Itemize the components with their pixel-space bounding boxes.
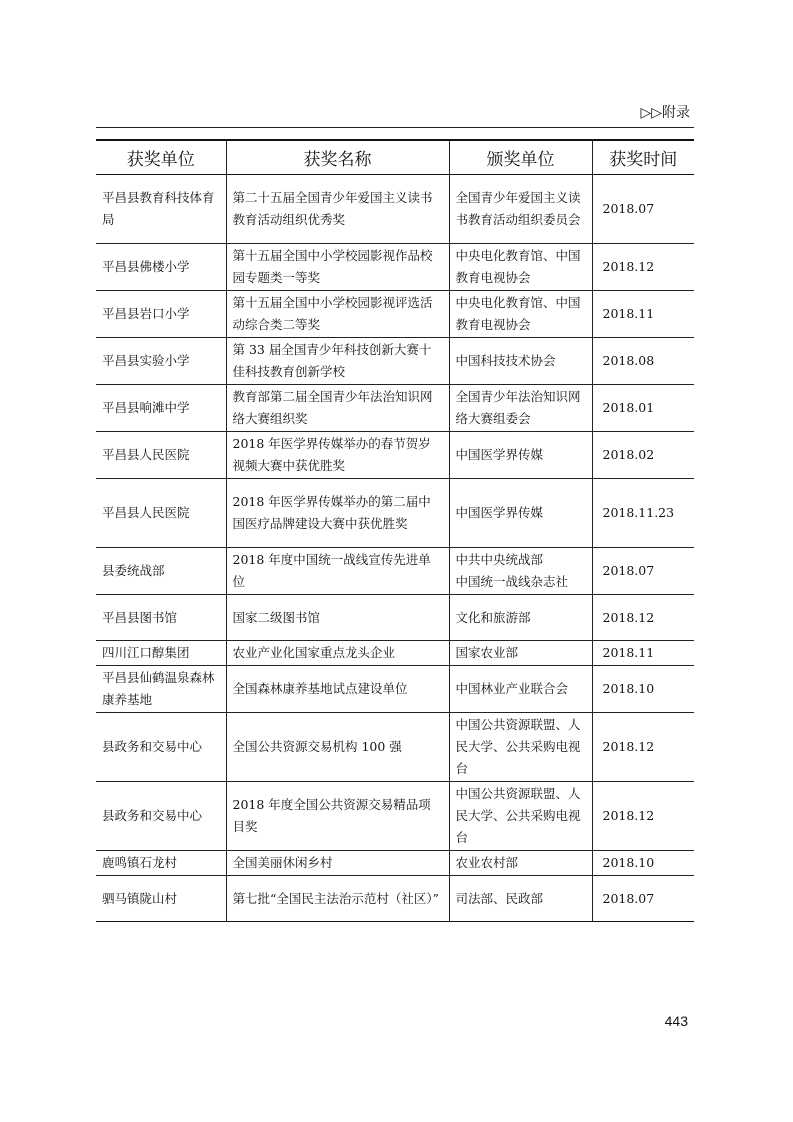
column-header-issuer: 颁奖单位 bbox=[449, 140, 592, 175]
cell-issuer: 全国青少年爱国主义读书教育活动组织委员会 bbox=[449, 175, 592, 244]
cell-award-name: 第七批“全国民主法治示范村（社区）” bbox=[226, 876, 449, 922]
cell-winner: 平昌县人民医院 bbox=[96, 479, 226, 548]
cell-winner: 县政务和交易中心 bbox=[96, 782, 226, 851]
cell-issuer: 全国青少年法治知识网络大赛组委会 bbox=[449, 385, 592, 432]
cell-award-name: 全国美丽休闲乡村 bbox=[226, 851, 449, 876]
table-row bbox=[96, 432, 694, 479]
cell-award-name: 2018 年医学界传媒举办的第二届中国医疗品牌建设大赛中获优胜奖 bbox=[226, 479, 449, 548]
cell-issuer: 国家农业部 bbox=[449, 641, 592, 666]
cell-issuer: 中国科技技术协会 bbox=[449, 338, 592, 385]
table-row bbox=[96, 479, 694, 548]
cell-winner: 平昌县佛楼小学 bbox=[96, 244, 226, 291]
cell-date: 2018.08 bbox=[592, 338, 694, 385]
table-row bbox=[96, 548, 694, 595]
cell-issuer: 中国医学界传媒 bbox=[449, 432, 592, 479]
cell-winner: 平昌县教育科技体育局 bbox=[96, 175, 226, 244]
cell-issuer: 司法部、民政部 bbox=[449, 876, 592, 922]
table-row bbox=[96, 713, 694, 782]
section-label: ▷▷附录 bbox=[640, 105, 690, 121]
cell-date: 2018.11.23 bbox=[592, 479, 694, 548]
cell-issuer: 中央电化教育馆、中国教育电视协会 bbox=[449, 291, 592, 338]
table-row bbox=[96, 666, 694, 713]
cell-date: 2018.10 bbox=[592, 666, 694, 713]
cell-date: 2018.02 bbox=[592, 432, 694, 479]
cell-date: 2018.01 bbox=[592, 385, 694, 432]
cell-issuer: 文化和旅游部 bbox=[449, 595, 592, 641]
cell-issuer: 中共中央统战部 中国统一战线杂志社 bbox=[449, 548, 592, 595]
cell-winner: 鹿鸣镇石龙村 bbox=[96, 851, 226, 876]
cell-winner: 平昌县人民医院 bbox=[96, 432, 226, 479]
cell-award-name: 全国森林康养基地试点建设单位 bbox=[226, 666, 449, 713]
cell-issuer: 中国林业产业联合会 bbox=[449, 666, 592, 713]
cell-date: 2018.07 bbox=[592, 548, 694, 595]
table-row bbox=[96, 851, 694, 876]
table-row bbox=[96, 291, 694, 338]
cell-date: 2018.12 bbox=[592, 782, 694, 851]
table-row bbox=[96, 338, 694, 385]
cell-award-name: 第十五届全国中小学校园影视评选活动综合类二等奖 bbox=[226, 291, 449, 338]
cell-winner: 县政务和交易中心 bbox=[96, 713, 226, 782]
cell-issuer: 农业农村部 bbox=[449, 851, 592, 876]
table-row bbox=[96, 175, 694, 244]
cell-winner: 平昌县实验小学 bbox=[96, 338, 226, 385]
cell-date: 2018.07 bbox=[592, 876, 694, 922]
table-row bbox=[96, 782, 694, 851]
table-header-row bbox=[96, 140, 694, 175]
cell-award-name: 2018 年医学界传媒举办的春节贺岁视频大赛中获优胜奖 bbox=[226, 432, 449, 479]
cell-winner: 平昌县响滩中学 bbox=[96, 385, 226, 432]
column-header-date: 获奖时间 bbox=[592, 140, 694, 175]
cell-winner: 平昌县岩口小学 bbox=[96, 291, 226, 338]
cell-award-name: 第二十五届全国青少年爱国主义读书教育活动组织优秀奖 bbox=[226, 175, 449, 244]
awards-table bbox=[96, 139, 694, 922]
cell-date: 2018.12 bbox=[592, 713, 694, 782]
cell-date: 2018.11 bbox=[592, 641, 694, 666]
cell-winner: 平昌县图书馆 bbox=[96, 595, 226, 641]
cell-winner: 平昌县仙鹤温泉森林康养基地 bbox=[96, 666, 226, 713]
cell-date: 2018.10 bbox=[592, 851, 694, 876]
cell-award-name: 国家二级图书馆 bbox=[226, 595, 449, 641]
cell-award-name: 第 33 届全国青少年科技创新大赛十佳科技教育创新学校 bbox=[226, 338, 449, 385]
cell-award-name: 全国公共资源交易机构 100 强 bbox=[226, 713, 449, 782]
cell-winner: 四川江口醇集团 bbox=[96, 641, 226, 666]
cell-issuer: 中国公共资源联盟、人民大学、公共采购电视台 bbox=[449, 713, 592, 782]
column-header-winner: 获奖单位 bbox=[96, 140, 226, 175]
cell-issuer: 中央电化教育馆、中国教育电视协会 bbox=[449, 244, 592, 291]
table-row bbox=[96, 595, 694, 641]
cell-award-name: 第十五届全国中小学校园影视作品校园专题类一等奖 bbox=[226, 244, 449, 291]
cell-date: 2018.11 bbox=[592, 291, 694, 338]
cell-issuer: 中国医学界传媒 bbox=[449, 479, 592, 548]
cell-issuer: 中国公共资源联盟、人民大学、公共采购电视台 bbox=[449, 782, 592, 851]
table-row bbox=[96, 641, 694, 666]
cell-award-name: 2018 年度全国公共资源交易精品项目奖 bbox=[226, 782, 449, 851]
cell-date: 2018.07 bbox=[592, 175, 694, 244]
header-rule bbox=[96, 127, 694, 128]
page-number: 443 bbox=[664, 1013, 688, 1029]
cell-winner: 县委统战部 bbox=[96, 548, 226, 595]
table-row bbox=[96, 244, 694, 291]
table-row bbox=[96, 876, 694, 922]
table-row bbox=[96, 385, 694, 432]
cell-date: 2018.12 bbox=[592, 595, 694, 641]
cell-award-name: 农业产业化国家重点龙头企业 bbox=[226, 641, 449, 666]
awards-table-body bbox=[96, 175, 694, 922]
column-header-award: 获奖名称 bbox=[226, 140, 449, 175]
cell-date: 2018.12 bbox=[592, 244, 694, 291]
cell-award-name: 教育部第二届全国青少年法治知识网络大赛组织奖 bbox=[226, 385, 449, 432]
cell-winner: 驷马镇陇山村 bbox=[96, 876, 226, 922]
cell-award-name: 2018 年度中国统一战线宣传先进单位 bbox=[226, 548, 449, 595]
